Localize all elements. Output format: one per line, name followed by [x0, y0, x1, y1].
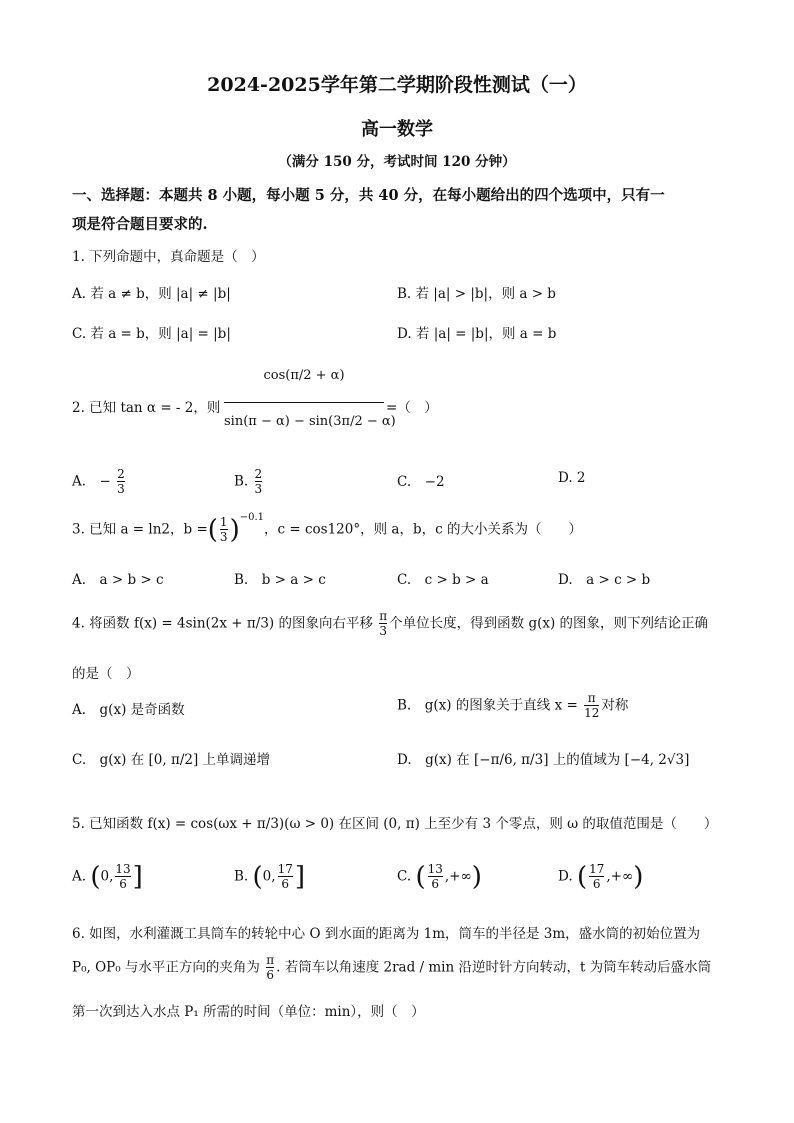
q4-stem-line2: 的是（ ） — [72, 666, 140, 682]
q4-option-d-interval: [−π/6, π/3] — [474, 752, 549, 768]
bracket-open: ( — [576, 862, 588, 892]
bracket-close: ] — [132, 862, 143, 892]
q5-option-b — [234, 862, 305, 892]
frac-den: 6 — [266, 968, 274, 983]
frac-num: 17 — [277, 861, 293, 876]
frac-num: π — [266, 953, 275, 967]
frac-num: 17 — [589, 861, 605, 876]
frac-den: 6 — [278, 876, 293, 891]
q4-option-b-fraction — [584, 692, 599, 720]
q6-angle-fraction — [266, 954, 274, 982]
q5-option-a-label: A. — [72, 868, 87, 885]
subject-title: 高一数学 — [361, 119, 433, 140]
q2-suffix: =（ ） — [386, 400, 438, 416]
q1-option-b: B. 若 |a| > |b|，则 a > b — [397, 286, 556, 302]
q3-stem-part-a: 3. 已知 a = ln2，b = — [72, 521, 208, 538]
q5-stem: 5. 已知函数 f(x) = cos(ωx + π/3)(ω > 0) 在区间 (0, π) 上至少有 3 个零点，则 ω 的取值范围是（ ） — [72, 816, 718, 832]
q1-option-a: A. 若 a ≠ b，则 |a| ≠ |b| — [72, 286, 231, 302]
q1-stem: 1. 下列命题中，真命题是（ ） — [72, 249, 265, 265]
frac-num: 13 — [115, 861, 131, 876]
frac-num: 1 — [219, 514, 228, 529]
frac-den: 6 — [428, 876, 443, 891]
q2-fraction-bar — [224, 402, 384, 403]
paren-open: ( — [207, 515, 218, 545]
q5-option-d-upper: ,+∞ — [606, 868, 634, 885]
q2-option-b-label: B. — [234, 473, 249, 490]
q5-option-a-lower: 0, — [100, 868, 114, 885]
q5-option-a — [72, 862, 143, 892]
q4-option-c-interval: [0, π/2] — [148, 752, 199, 768]
q6-line3: 第一次到达入水点 P₁ 所需的时间（单位：min），则（ ） — [72, 1004, 425, 1020]
q4-option-d-part-b: 上的值域为 [−4, 2√3] — [552, 752, 690, 768]
q3-base-fraction — [220, 516, 228, 544]
q3-stem-part-b: ，c = cos120°，则 a，b，c 的大小关系为（ ） — [264, 521, 582, 538]
q5-option-c — [397, 862, 482, 892]
bracket-close: ] — [294, 862, 305, 892]
q2-option-a-fraction — [117, 468, 125, 496]
q2-option-c: C. −2 — [397, 474, 445, 490]
paren-close: ) — [633, 862, 644, 892]
frac-den: 3 — [379, 624, 388, 639]
q4-option-b — [397, 692, 628, 720]
frac-den: 3 — [117, 482, 125, 497]
exam-title: 2024-2025学年第二学期阶段性测试（一） — [207, 74, 587, 96]
q5-option-b-fraction — [278, 863, 293, 891]
frac-num: π — [587, 691, 596, 705]
q4-option-b-part-b: 对称 — [601, 697, 629, 714]
q5-option-b-lower: 0, — [262, 868, 276, 885]
q3-exponent: −0.1 — [239, 512, 265, 523]
q4-shift-fraction — [379, 610, 387, 638]
q2-option-b — [234, 468, 264, 496]
section-heading-line1: 一、选择题：本题共 8 小题，每小题 5 分，共 40 分，在每小题给出的四个选项中，只有一 — [72, 187, 665, 204]
q2-option-a-label: A. − — [72, 473, 111, 490]
q2-fraction-numerator: cos(π/2 + α) — [263, 368, 345, 383]
q3-option-d: D. a > c > b — [558, 572, 651, 588]
paren-open: ( — [252, 862, 263, 892]
q6-line2-part-b: . 若筒车以角速度 2rad / min 沿逆时针方向转动，t 为筒车转动后盛水筒 — [276, 959, 712, 976]
q2-option-b-fraction — [255, 468, 263, 496]
frac-num: π — [379, 609, 388, 623]
q5-option-c-upper: ,+∞ — [444, 868, 472, 885]
q2-prefix: 2. 已知 tan α = - 2，则 — [72, 400, 221, 416]
q3-option-c: C. c > b > a — [397, 572, 489, 588]
q4-stem-line1 — [72, 610, 708, 638]
frac-den: 6 — [589, 876, 604, 891]
frac-den: 12 — [584, 706, 600, 721]
q5-option-b-label: B. — [234, 868, 249, 885]
q2-option-a — [72, 468, 127, 496]
q5-option-c-label: C. — [397, 868, 412, 885]
q5-option-d — [558, 862, 643, 892]
q3-option-a: A. a > b > c — [72, 572, 164, 588]
q4-option-c — [72, 748, 270, 768]
q4-option-c-part-b: 上单调递增 — [202, 752, 271, 768]
paren-close: ) — [229, 515, 240, 545]
q5-option-d-label: D. — [558, 868, 573, 885]
paren-close: ) — [471, 862, 482, 892]
q4-option-d — [397, 748, 689, 768]
bracket-open: ( — [415, 862, 426, 892]
q4-stem-part-a: 4. 将函数 f(x) = 4sin(2x + π/3) 的图象向右平移 — [72, 615, 373, 632]
q6-line1: 6. 如图，水利灌溉工具筒车的转轮中心 O 到水面的距离为 1m，筒车的半径是 3m，盛水筒的初始位置为 — [72, 926, 701, 942]
q4-option-a: A. g(x) 是奇函数 — [72, 702, 185, 718]
q2-fraction-denominator: sin(π − α) − sin(3π/2 − α) — [224, 414, 396, 429]
frac-den: 3 — [254, 482, 263, 497]
frac-den: 6 — [115, 876, 130, 891]
frac-num: 2 — [254, 467, 263, 481]
q2-option-d: D. 2 — [558, 470, 586, 486]
exam-info: （满分 150 分，考试时间 120 分钟） — [278, 154, 516, 170]
frac-num: 2 — [117, 467, 125, 481]
q4-stem-part-b: 个单位长度，得到函数 g(x) 的图象，则下列结论正确 — [389, 615, 709, 632]
q3-option-b: B. b > a > c — [234, 572, 326, 588]
q5-option-d-fraction — [589, 863, 604, 891]
frac-den: 3 — [219, 530, 228, 544]
q1-option-c: C. 若 a = b，则 |a| = |b| — [72, 326, 231, 342]
q4-option-d-part-a: D. g(x) 在 — [397, 752, 470, 768]
frac-num: 13 — [427, 861, 443, 876]
q6-line2-part-a: P₀, OP₀ 与水平正方向的夹角为 — [72, 959, 260, 976]
q5-option-c-fraction — [428, 863, 443, 891]
q4-option-c-part-a: C. g(x) 在 — [72, 752, 145, 768]
paren-open: ( — [90, 862, 101, 892]
q6-line2 — [72, 954, 711, 982]
q5-option-a-fraction — [115, 863, 130, 891]
q3-stem — [72, 512, 582, 545]
q4-option-b-part-a: B. g(x) 的图象关于直线 x = — [397, 697, 578, 714]
section-heading-line2: 项是符合题目要求的. — [72, 216, 208, 233]
q1-option-d: D. 若 |a| = |b|，则 a = b — [397, 326, 557, 342]
